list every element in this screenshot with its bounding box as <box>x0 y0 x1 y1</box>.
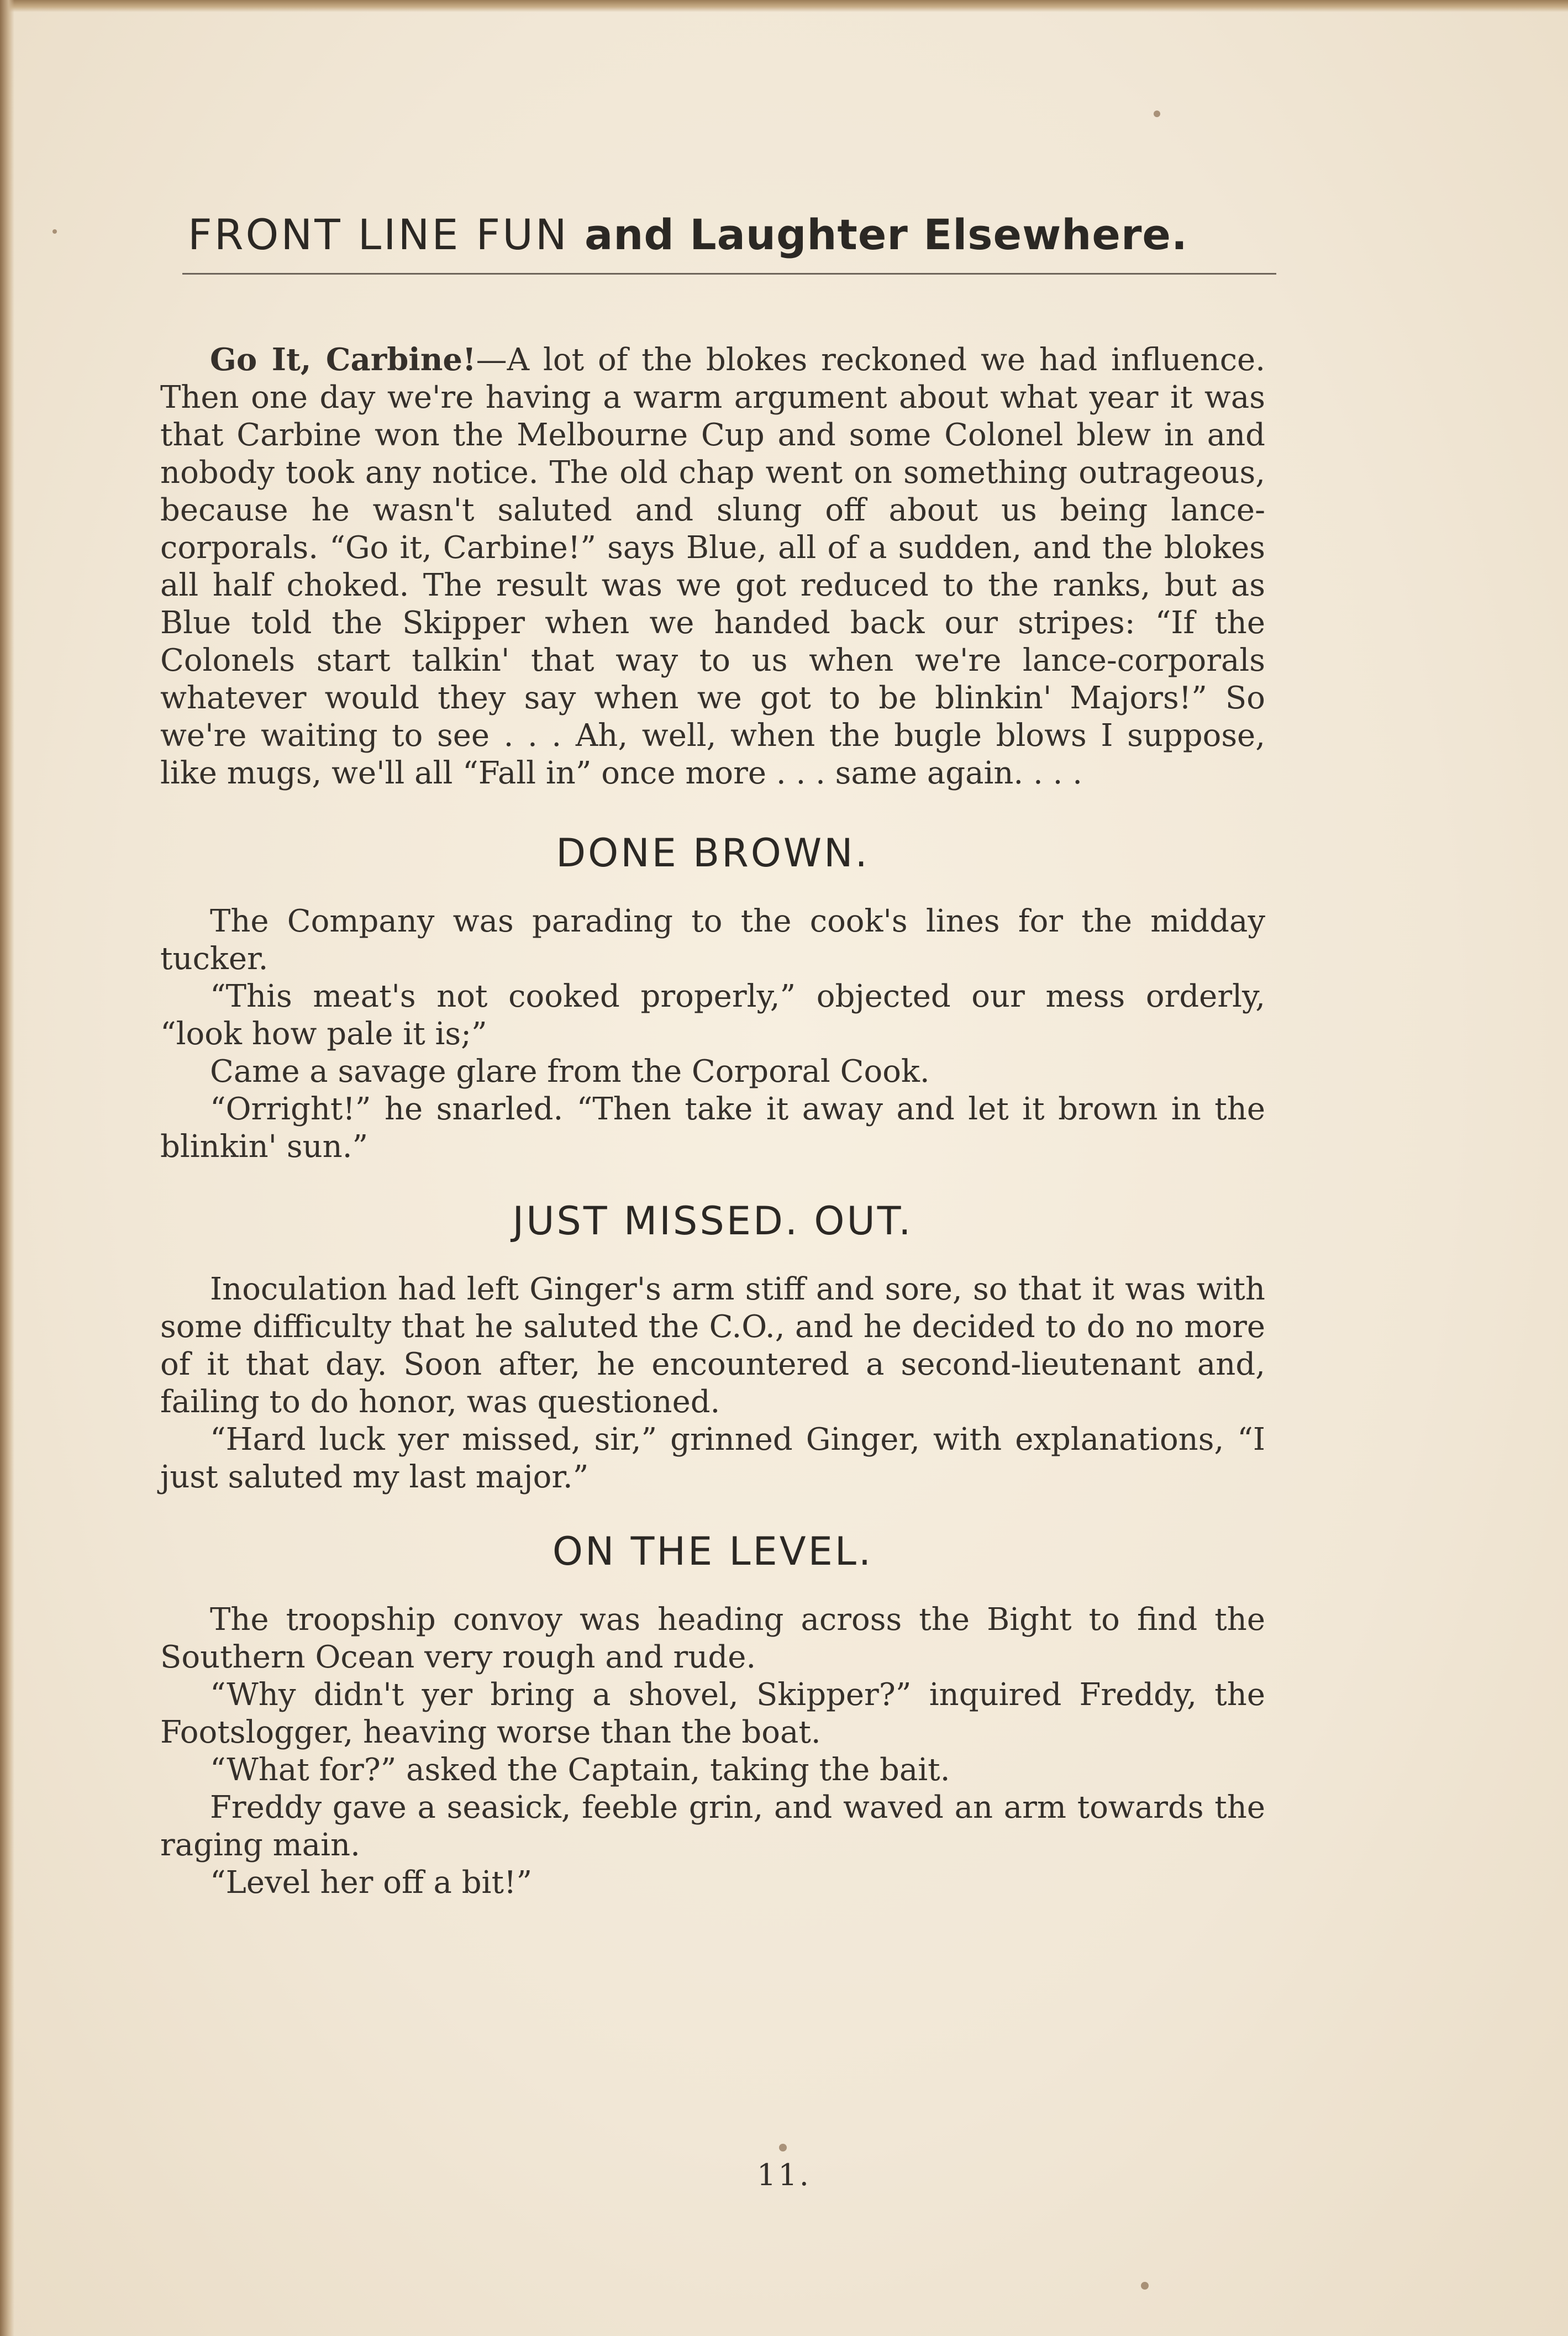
paper-speck <box>52 229 57 234</box>
section-title-just-missed-out: JUST MISSED. OUT. <box>512 1198 913 1244</box>
section-go-it-carbine <box>160 341 1265 792</box>
paper-speck <box>1154 111 1160 117</box>
section-paragraph: Freddy gave a seasick, feeble grin, and waved an arm towards the raging main. <box>160 1790 1265 1863</box>
section-paragraph: Inoculation had left Ginger's arm stiff and sore, so that it was with some difficulty that he saluted the C.O., and he decided to do no more of it that day. Soon after, he encountered a second-lieutenant and, failing to do honor, was questioned. <box>160 1271 1265 1420</box>
paper-speck <box>1141 2282 1149 2290</box>
section-lead: Go It, Carbine! <box>210 341 476 378</box>
section-paragraph: “Orright!” he snarled. “Then take it away and let it brown in the blinkin' sun.” <box>160 1091 1265 1165</box>
section-paragraph: The Company was parading to the cook's lines for the midday tucker. <box>160 903 1265 977</box>
section-paragraph <box>160 341 1265 792</box>
section-on-the-level <box>160 1601 1265 1902</box>
page-title <box>160 204 1265 265</box>
title-part-a: FRONT LINE FUN <box>188 210 569 259</box>
section-paragraph: Came a savage glare from the Corporal Cook. <box>210 1054 930 1090</box>
page-content <box>160 204 1265 1902</box>
section-paragraph: The troopship convoy was heading across the Bight to find the Southern Ocean very rough and rude. <box>160 1602 1265 1675</box>
title-part-b: and Laughter Elsewhere. <box>584 210 1188 259</box>
section-title-on-the-level: ON THE LEVEL. <box>552 1529 874 1574</box>
section-paragraph: “This meat's not cooked properly,” objected our mess orderly, “look how pale it is;” <box>160 978 1265 1052</box>
page-top-edge <box>0 0 1568 12</box>
page-binding-edge <box>0 0 14 2336</box>
title-rule <box>182 273 1276 275</box>
section-paragraph: “Level her off a bit!” <box>210 1865 533 1901</box>
section-paragraph: “Hard luck yer missed, sir,” grinned Ginger, with explanations, “I just saluted my last major.” <box>160 1422 1265 1495</box>
section-paragraph-text: —A lot of the blokes reckoned we had influence. Then one day we're having a warm argument about what year it was that Carbine won the Melbourne Cup and some Colonel blew in and nobody took any notice. The old chap went on something outrageous, because he wasn't saluted and slung off about us being lance-corporals. “Go it, Carbine!” says Blue, all of a sudden, and the blokes all half choked. The result was we got reduced to the ranks, but as Blue told the Skipper when we handed back our stripes: “If the Colonels start talkin' that way to us when we're lance-corporals whatever would they say when we got to be blinkin' Majors!” So we're waiting to see . . . Ah, well, when the bugle blows I suppose, like mugs, we'll all “Fall in” once more . . . same again. . . . <box>160 342 1265 791</box>
section-just-missed-out <box>160 1271 1265 1496</box>
section-paragraph: “Why didn't yer bring a shovel, Skipper?” inquired Freddy, the Footslogger, heaving worse than the boat. <box>160 1677 1265 1750</box>
paper-speck <box>779 2144 787 2151</box>
section-paragraph: “What for?” asked the Captain, taking the bait. <box>210 1752 950 1788</box>
section-done-brown <box>160 903 1265 1166</box>
section-title-done-brown: DONE BROWN. <box>556 830 870 876</box>
page-number: 11. <box>757 2158 811 2192</box>
